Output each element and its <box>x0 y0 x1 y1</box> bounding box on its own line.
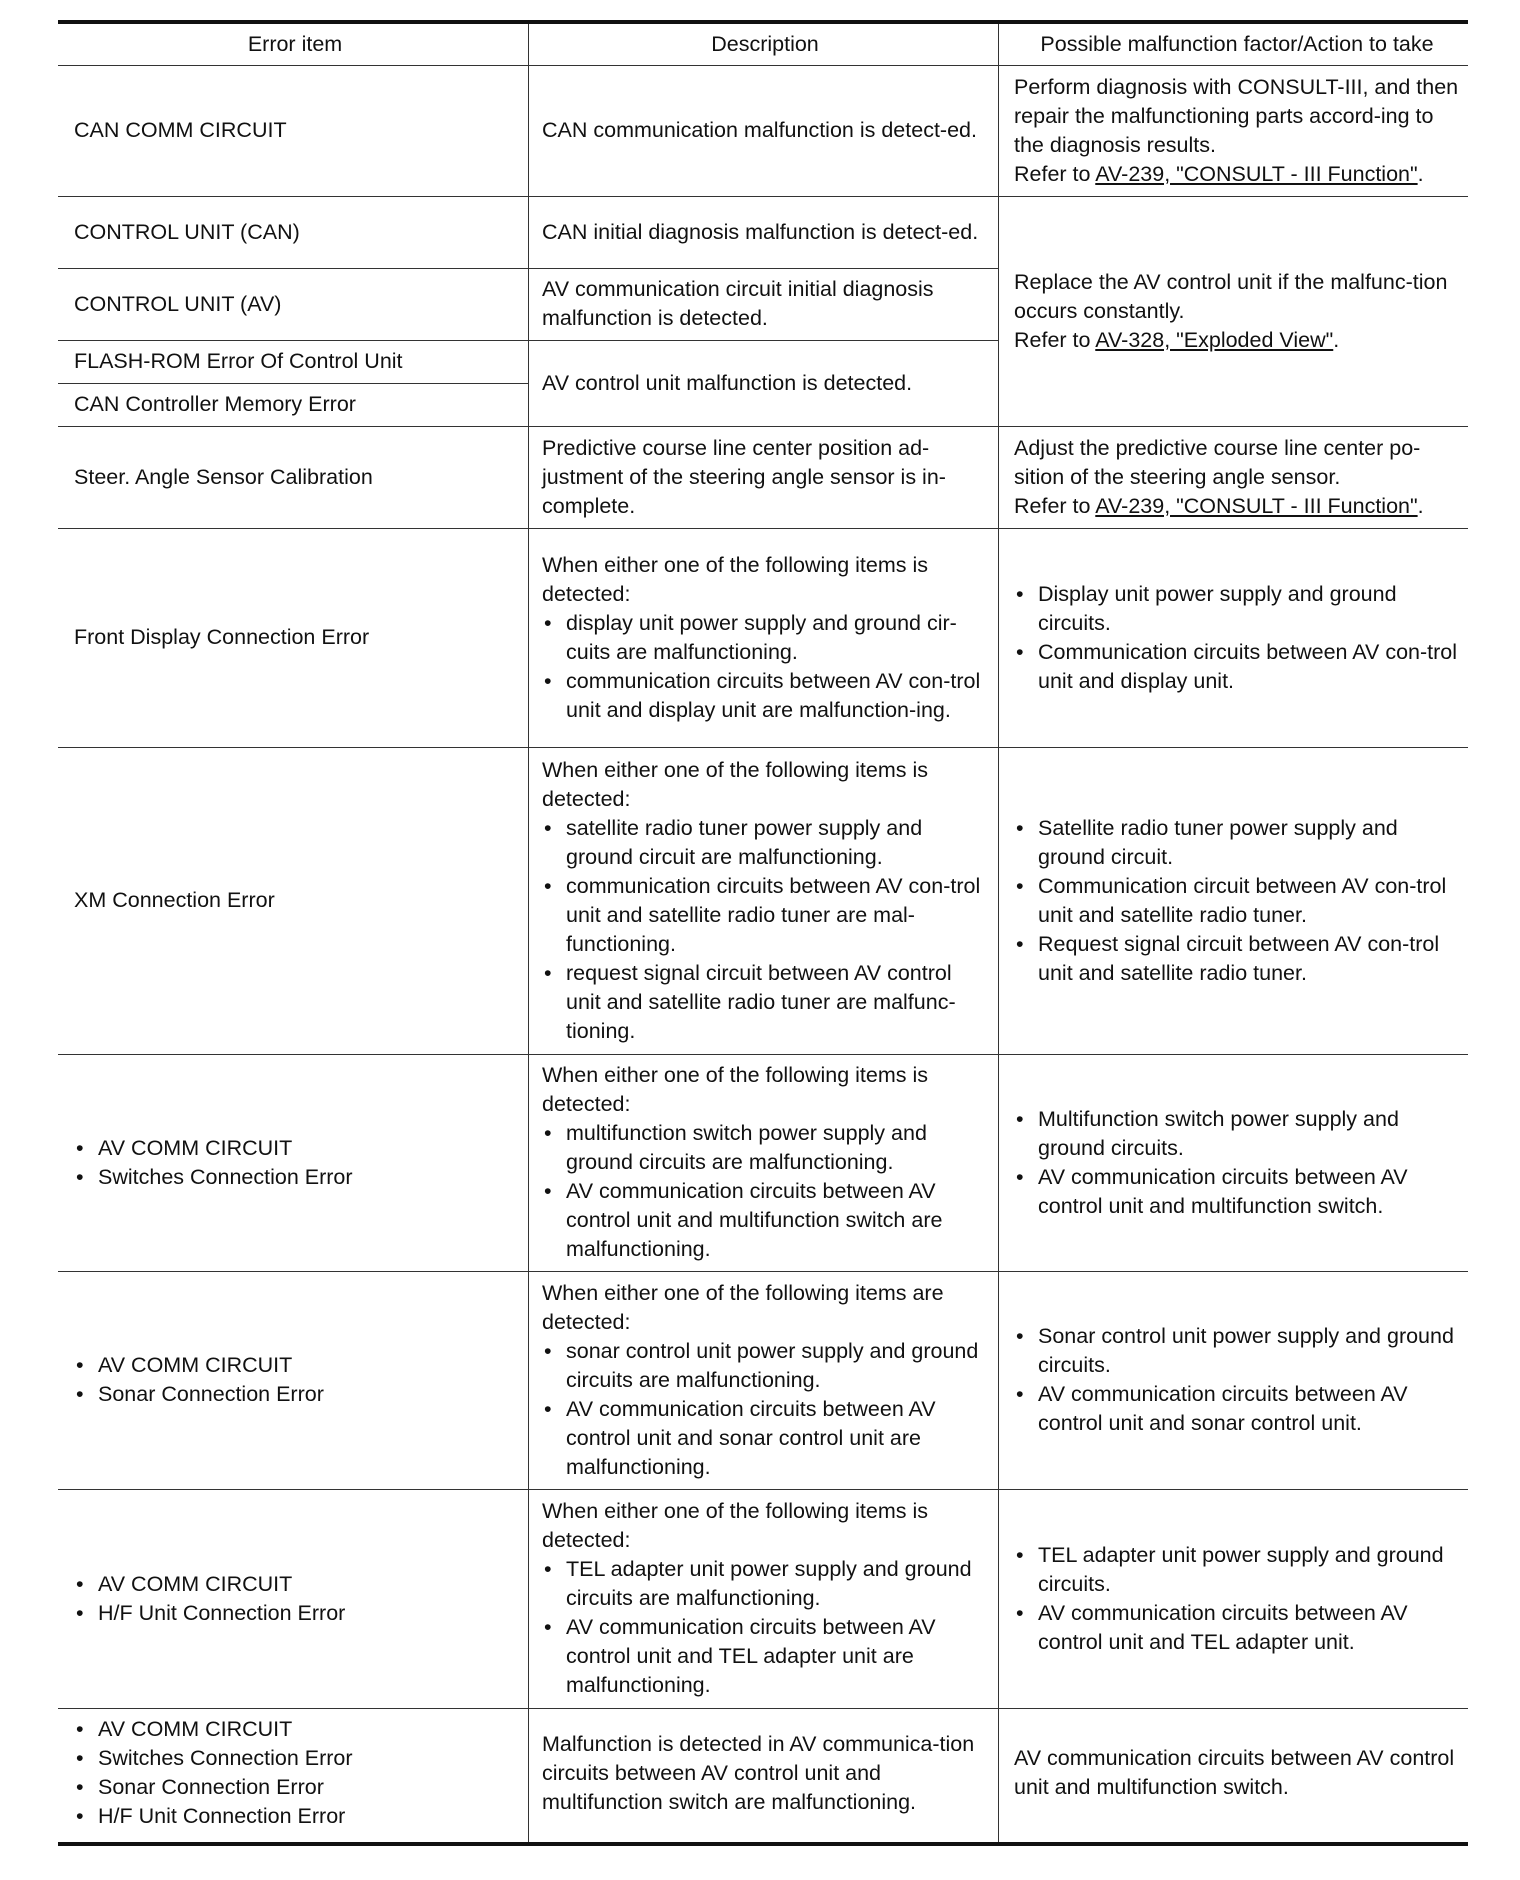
list-item: • AV COMM CIRCUIT <box>74 1134 516 1163</box>
list-item: • TEL adapter unit power supply and ground circuits are malfunctioning. <box>542 1555 988 1613</box>
error-item-cell: CONTROL UNIT (AV) <box>74 291 282 316</box>
list-item: • AV communication circuits between AV control unit and TEL adapter unit are malfunctioning. <box>542 1613 988 1700</box>
reference-link[interactable]: AV-328, "Exploded View" <box>1095 327 1334 352</box>
header-error-item: Error item <box>247 32 343 56</box>
action-cell: Replace the AV control unit if the malfunc-tion occurs constantly. Refer to AV-328, "Exploded View". <box>1014 269 1448 352</box>
error-table <box>58 20 1468 1846</box>
description-list <box>542 609 988 725</box>
list-item: • Sonar Connection Error <box>74 1380 516 1409</box>
action-cell <box>998 747 1468 1054</box>
list-item: • AV communication circuits between AV control unit and sonar control unit. <box>1014 1380 1460 1438</box>
description-cell: When either one of the following items is detected: • satellite radio tuner power supply and ground circuit are malfunctioning. • communication circuits between AV con-trol unit and satellite radio tuner are mal-functioning. • request signal circuit between AV control unit and satellite radio tuner are malfunc-tioning. <box>528 747 998 1054</box>
action-cell <box>998 528 1468 747</box>
description-list <box>542 814 988 1046</box>
error-item-cell: FLASH-ROM Error Of Control Unit <box>74 349 403 373</box>
error-item-list <box>74 1351 516 1409</box>
error-item-cell: CAN Controller Memory Error <box>74 392 356 416</box>
list-item: • Communication circuits between AV con-trol unit and display unit. <box>1014 638 1460 696</box>
description-cell: CAN initial diagnosis malfunction is detect-ed. <box>542 219 979 244</box>
description-cell: Malfunction is detected in AV communica-tion circuits between AV control unit and multifunction switch are malfunctioning. <box>542 1731 975 1814</box>
list-item: • communication circuits between AV con-trol unit and satellite radio tuner are mal-functioning. <box>542 872 988 959</box>
list-item: • Sonar Connection Error <box>74 1773 516 1802</box>
error-item-cell <box>58 1054 528 1271</box>
error-item-cell: XM Connection Error <box>74 888 275 912</box>
description-list <box>542 1119 988 1264</box>
list-item: • display unit power supply and ground cir-cuits are malfunctioning. <box>542 609 988 667</box>
list-item: • AV communication circuits between AV control unit and TEL adapter unit. <box>1014 1599 1460 1657</box>
action-list <box>1014 1541 1460 1657</box>
description-list <box>542 1555 988 1700</box>
error-item-cell: CONTROL UNIT (CAN) <box>74 219 300 244</box>
list-item: • Request signal circuit between AV con-trol unit and satellite radio tuner. <box>1014 930 1460 988</box>
header-action: Possible malfunction factor/Action to take <box>1040 32 1434 56</box>
action-list <box>1014 1322 1460 1438</box>
list-item: • Satellite radio tuner power supply and ground circuit. <box>1014 814 1460 872</box>
action-list <box>1014 580 1460 696</box>
reference-link[interactable]: AV-239, "CONSULT - III Function" <box>1095 493 1418 518</box>
error-item-cell: Front Display Connection Error <box>74 625 370 649</box>
list-item: • sonar control unit power supply and ground circuits are malfunctioning. <box>542 1337 988 1395</box>
description-cell: CAN communication malfunction is detect-ed. <box>542 118 977 142</box>
list-item: • TEL adapter unit power supply and ground circuits. <box>1014 1541 1460 1599</box>
list-item: • Switches Connection Error <box>74 1744 516 1773</box>
list-item: • AV COMM CIRCUIT <box>74 1570 516 1599</box>
list-item: • AV communication circuits between AV control unit and sonar control unit are malfunctioning. <box>542 1395 988 1482</box>
list-item: • AV COMM CIRCUIT <box>74 1351 516 1380</box>
description-cell: When either one of the following items is detected: • display unit power supply and ground cir-cuits are malfunctioning. • communication circuits between AV con-trol unit and display unit are malfunction-ing. <box>528 528 998 747</box>
action-cell: Adjust the predictive course line center po-sition of the steering angle sensor. Refer to AV-239, "CONSULT - III Function". <box>1014 435 1424 518</box>
description-cell: AV control unit malfunction is detected. <box>542 370 913 395</box>
error-item-list <box>74 1134 516 1192</box>
list-item: • multifunction switch power supply and ground circuits are malfunctioning. <box>542 1119 988 1177</box>
list-item: • Display unit power supply and ground circuits. <box>1014 580 1460 638</box>
error-item-cell: Steer. Angle Sensor Calibration <box>74 464 373 489</box>
list-item: • AV COMM CIRCUIT <box>74 1715 516 1744</box>
list-item: • AV communication circuits between AV control unit and multifunction switch. <box>1014 1163 1460 1221</box>
description-cell: When either one of the following items is detected: • TEL adapter unit power supply and ground circuits are malfunctioning. • AV communication circuits between AV control unit and TEL adapter unit are malfunctioning. <box>528 1489 998 1708</box>
action-list <box>1014 1105 1460 1221</box>
action-cell <box>998 1271 1468 1489</box>
list-item: • request signal circuit between AV control unit and satellite radio tuner are malfunc-tioning. <box>542 959 988 1046</box>
list-item: • satellite radio tuner power supply and ground circuit are malfunctioning. <box>542 814 988 872</box>
action-cell <box>998 1489 1468 1708</box>
action-cell <box>998 1054 1468 1271</box>
list-item: • Communication circuit between AV con-trol unit and satellite radio tuner. <box>1014 872 1460 930</box>
error-item-list <box>74 1570 516 1628</box>
error-item-cell <box>58 1489 528 1708</box>
list-item: • Switches Connection Error <box>74 1163 516 1192</box>
header-description: Description <box>711 32 819 56</box>
action-cell: Perform diagnosis with CONSULT-III, and then repair the malfunctioning parts accord-ing to the diagnosis results. Refer to AV-239, "CONSULT - III Function". <box>1014 74 1459 186</box>
description-cell: When either one of the following items is detected: • multifunction switch power supply and ground circuits are malfunctioning. • AV communication circuits between AV control unit and multifunction switch are malfunctioning. <box>528 1054 998 1271</box>
reference-link[interactable]: AV-239, "CONSULT - III Function" <box>1095 161 1418 186</box>
description-cell: AV communication circuit initial diagnosis malfunction is detected. <box>542 277 934 330</box>
description-cell: Predictive course line center position ad-justment of the steering angle sensor is in-complete. <box>542 435 946 518</box>
list-item: • AV communication circuits between AV control unit and multifunction switch are malfunctioning. <box>542 1177 988 1264</box>
error-item-cell: CAN COMM CIRCUIT <box>74 118 287 142</box>
action-list <box>1014 814 1460 988</box>
error-item-cell <box>58 1708 528 1838</box>
action-cell: AV communication circuits between AV control unit and multifunction switch. <box>1014 1746 1455 1799</box>
error-item-cell <box>58 1271 528 1489</box>
description-cell: When either one of the following items are detected: • sonar control unit power supply and ground circuits are malfunctioning. • AV communication circuits between AV control unit and sonar control unit are malfunctioning. <box>528 1271 998 1489</box>
list-item: • communication circuits between AV con-trol unit and display unit are malfunction-ing. <box>542 667 988 725</box>
error-item-list <box>74 1715 516 1831</box>
list-item: • Multifunction switch power supply and ground circuits. <box>1014 1105 1460 1163</box>
list-item: • Sonar control unit power supply and ground circuits. <box>1014 1322 1460 1380</box>
list-item: • H/F Unit Connection Error <box>74 1599 516 1628</box>
list-item: • H/F Unit Connection Error <box>74 1802 516 1831</box>
description-list <box>542 1337 988 1482</box>
